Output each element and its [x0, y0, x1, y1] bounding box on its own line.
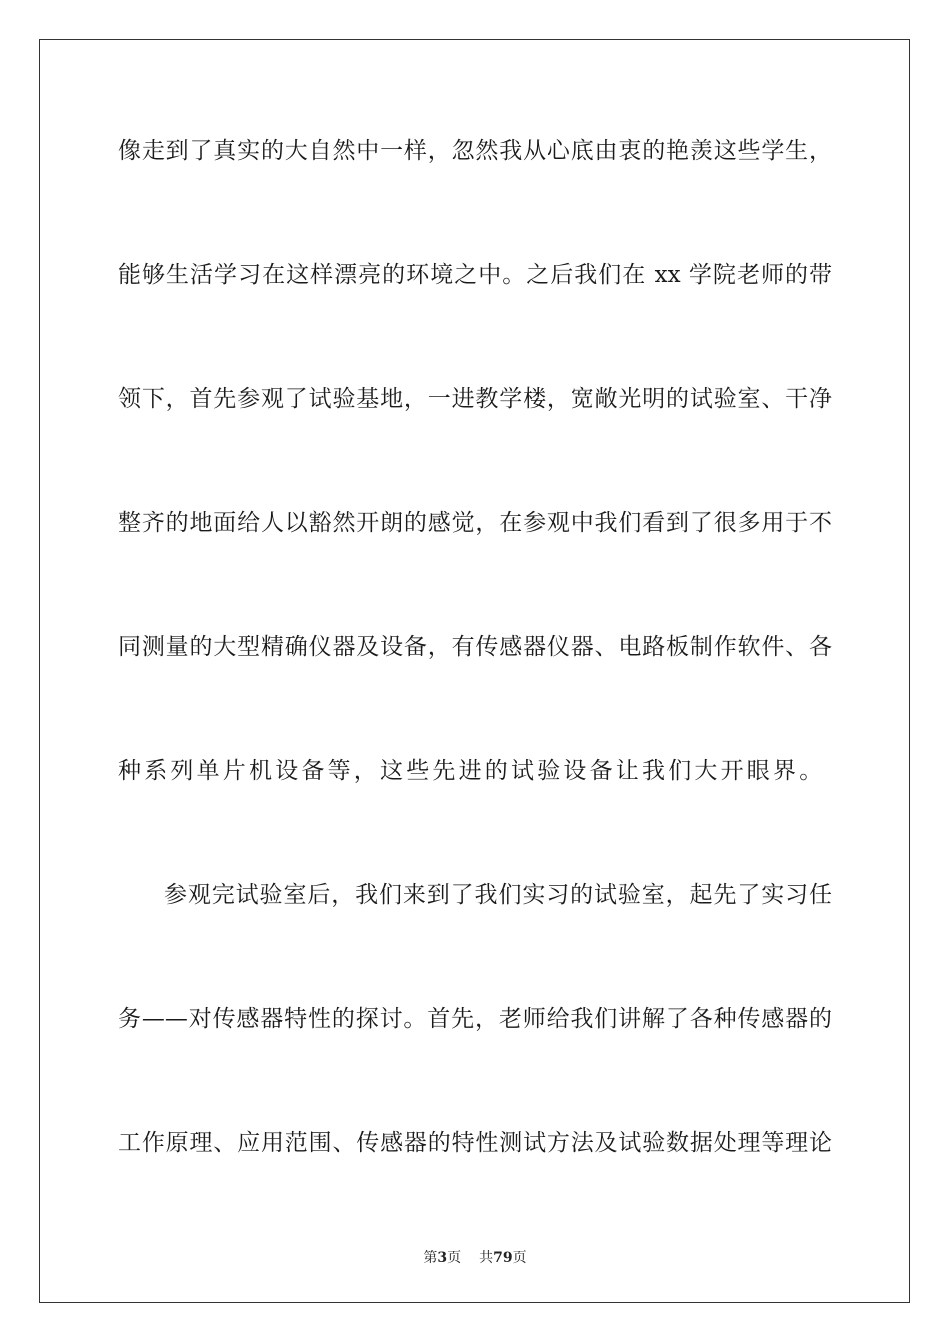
total-prefix: 共 [479, 1250, 494, 1266]
total-suffix: 页 [512, 1250, 527, 1266]
body-line-7: 参观完试验室后，我们来到了我们实习的试验室，起先了实习任 [164, 882, 832, 908]
body-line-1: 像走到了真实的大自然中一样，忽然我从心底由衷的艳羡这些学生， [118, 138, 832, 164]
body-line-3: 领下，首先参观了试验基地，一进教学楼，宽敞光明的试验室、干净 [118, 386, 832, 412]
page-suffix: 页 [447, 1250, 462, 1266]
body-line-5: 同测量的大型精确仪器及设备，有传感器仪器、电路板制作软件、各 [118, 634, 832, 660]
page-number: 3 [437, 1250, 448, 1266]
page-frame [39, 39, 910, 1303]
body-line-4: 整齐的地面给人以豁然开朗的感觉，在参观中我们看到了很多用于不 [118, 510, 832, 536]
body-line-2: 能够生活学习在这样漂亮的环境之中。之后我们在 xx 学院老师的带 [118, 262, 832, 288]
body-line-8: 务——对传感器特性的探讨。首先，老师给我们讲解了各种传感器的 [118, 1006, 832, 1032]
total-pages: 79 [493, 1250, 513, 1266]
body-line-6: 种系列单片机设备等，这些先进的试验设备让我们大开眼界。 [118, 758, 826, 784]
page-prefix: 第 [423, 1250, 438, 1266]
body-line-9: 工作原理、应用范围、传感器的特性测试方法及试验数据处理等理论 [118, 1130, 832, 1156]
page-footer [0, 1247, 950, 1267]
